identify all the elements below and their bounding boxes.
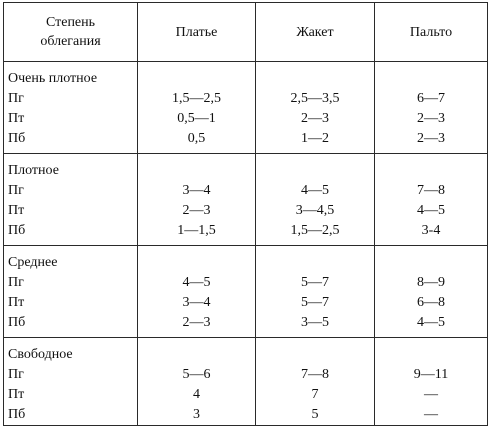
dress-value: 5—6 [138,365,256,385]
jacket-value: 5 [256,405,375,426]
dress-value: 0,5—1 [138,109,256,129]
row-label: Пт [4,293,138,313]
jacket-value: 2—3 [256,109,375,129]
table-row [4,89,488,109]
coat-value: 6—7 [375,89,488,109]
row-label: Пт [4,385,138,405]
jacket-value: 1—2 [256,129,375,154]
table-row [4,313,488,338]
table-row [4,365,488,385]
table-row [4,129,488,154]
dress-value: 1—1,5 [138,221,256,246]
table-row [4,181,488,201]
group-title: Плотное [4,154,138,182]
group-title-row [4,246,488,274]
table-row [4,109,488,129]
group-title-row [4,154,488,182]
jacket-value: 7 [256,385,375,405]
group-title-row [4,62,488,90]
table-row [4,201,488,221]
coat-value: 3-4 [375,221,488,246]
table-row [4,293,488,313]
row-label: Пг [4,273,138,293]
dress-value: 4—5 [138,273,256,293]
jacket-value: 4—5 [256,181,375,201]
row-label: Пт [4,109,138,129]
table-body [4,62,488,426]
coat-value: 8—9 [375,273,488,293]
row-label: Пб [4,405,138,426]
coat-value: 9—11 [375,365,488,385]
header-dress: Платье [138,3,256,62]
coat-value: 2—3 [375,129,488,154]
group-title: Среднее [4,246,138,274]
coat-value: 2—3 [375,109,488,129]
dress-value: 0,5 [138,129,256,154]
row-label: Пг [4,365,138,385]
jacket-value: 1,5—2,5 [256,221,375,246]
jacket-value: 2,5—3,5 [256,89,375,109]
dress-value: 3 [138,405,256,426]
coat-value: 6—8 [375,293,488,313]
dress-value: 2—3 [138,313,256,338]
header-fit-degree [4,3,138,62]
table-row [4,221,488,246]
jacket-value: 7—8 [256,365,375,385]
jacket-value: 5—7 [256,273,375,293]
header-row [4,3,488,62]
header-jacket: Жакет [256,3,375,62]
coat-value: 4—5 [375,201,488,221]
dress-value: 3—4 [138,293,256,313]
table-row [4,385,488,405]
dress-value: 3—4 [138,181,256,201]
group-title: Свободное [4,338,138,366]
dress-value: 1,5—2,5 [138,89,256,109]
row-label: Пб [4,313,138,338]
jacket-value: 5—7 [256,293,375,313]
table-row [4,405,488,426]
coat-value: 7—8 [375,181,488,201]
row-label: Пт [4,201,138,221]
jacket-value: 3—4,5 [256,201,375,221]
coat-value: — [375,405,488,426]
fit-allowance-table [3,2,488,426]
dress-value: 2—3 [138,201,256,221]
header-fit-degree-label: Степень облегания [40,15,101,49]
row-label: Пг [4,89,138,109]
row-label: Пб [4,221,138,246]
group-title: Очень плотное [4,62,138,90]
table-header [4,3,488,62]
group-title-row [4,338,488,366]
row-label: Пб [4,129,138,154]
coat-value: — [375,385,488,405]
table-row [4,273,488,293]
jacket-value: 3—5 [256,313,375,338]
row-label: Пг [4,181,138,201]
header-coat: Пальто [375,3,488,62]
coat-value: 4—5 [375,313,488,338]
dress-value: 4 [138,385,256,405]
